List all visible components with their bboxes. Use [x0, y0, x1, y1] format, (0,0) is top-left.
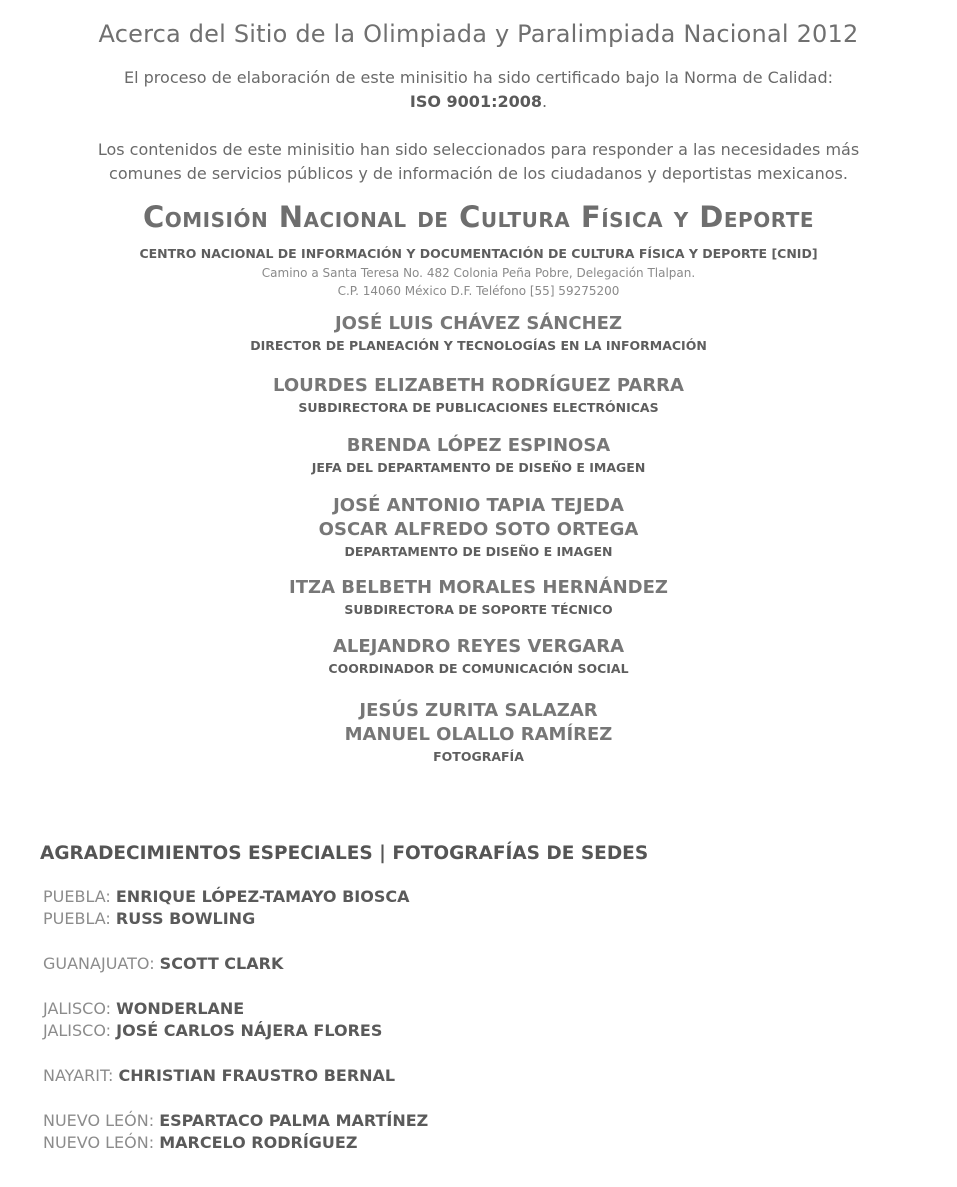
- address: [0, 264, 957, 300]
- credit-role: COORDINADOR DE COMUNICACIÓN SOCIAL: [328, 661, 629, 676]
- person-name: RUSS BOWLING: [115, 909, 256, 928]
- state-label: JALISCO:: [43, 1021, 112, 1040]
- person-name: MARCELO RODRÍGUEZ: [159, 1133, 358, 1152]
- credit-role: FOTOGRAFÍA: [433, 749, 524, 764]
- credit-block: [0, 635, 957, 679]
- credit-role: SUBDIRECTORA DE SOPORTE TÉCNICO: [344, 602, 613, 617]
- credit-name: MANUEL OLALLO RAMÍREZ: [344, 724, 613, 745]
- contents-line-2: comunes de servicios públicos y de información de los ciudadanos y deportistas mexicanos.: [109, 164, 848, 183]
- credit-name: ITZA BELBETH MORALES HERNÁNDEZ: [289, 577, 668, 598]
- person-name: JOSÉ CARLOS NÁJERA FLORES: [116, 1021, 383, 1040]
- credit-block: [0, 576, 957, 620]
- page-title: Acerca del Sitio de la Olimpiada y Paralimpiada Nacional 2012: [98, 20, 859, 48]
- person-name: SCOTT CLARK: [159, 954, 284, 973]
- state-label: GUANAJUATO:: [43, 954, 155, 973]
- state-label: PUEBLA:: [43, 887, 111, 906]
- contents-text: [0, 138, 957, 186]
- thanks-heading: AGRADECIMIENTOS ESPECIALES | FOTOGRAFÍAS DE SEDES: [40, 843, 649, 864]
- credit-block: [0, 699, 957, 767]
- credit-block: [0, 494, 957, 562]
- person-name: ENRIQUE LÓPEZ-TAMAYO BIOSCA: [115, 887, 410, 906]
- organization-name: Comisión Nacional de Cultura Física y Deporte: [142, 200, 815, 234]
- state-label: NUEVO LEÓN:: [43, 1111, 155, 1130]
- thanks-entry: [43, 1132, 357, 1154]
- credit-name: LOURDES ELIZABETH RODRÍGUEZ PARRA: [273, 375, 684, 396]
- person-name: ESPARTACO PALMA MARTÍNEZ: [159, 1111, 429, 1130]
- address-line-1: Camino a Santa Teresa No. 482 Colonia Peña Pobre, Delegación Tlalpan.: [261, 266, 696, 280]
- credit-role: DEPARTAMENTO DE DISEÑO E IMAGEN: [344, 544, 613, 559]
- center-name: CENTRO NACIONAL DE INFORMACIÓN Y DOCUMENTACIÓN DE CULTURA FÍSICA Y DEPORTE [CNID]: [139, 246, 818, 261]
- iso-standard: ISO 9001:2008: [409, 92, 542, 111]
- credit-name: JOSÉ LUIS CHÁVEZ SÁNCHEZ: [334, 313, 622, 334]
- state-label: NUEVO LEÓN:: [43, 1133, 155, 1152]
- iso-period: .: [542, 92, 548, 111]
- credit-name: OSCAR ALFREDO SOTO ORTEGA: [318, 519, 639, 540]
- credit-block: [0, 434, 957, 478]
- person-name: CHRISTIAN FRAUSTRO BERNAL: [118, 1066, 396, 1085]
- state-label: PUEBLA:: [43, 909, 111, 928]
- credit-role: SUBDIRECTORA DE PUBLICACIONES ELECTRÓNICAS: [298, 400, 659, 415]
- person-name: WONDERLANE: [116, 999, 245, 1018]
- state-label: JALISCO:: [43, 999, 112, 1018]
- contents-line-1: Los contenidos de este minisitio han sido seleccionados para responder a las necesidades más: [97, 140, 860, 159]
- credit-block: [0, 312, 957, 356]
- iso-line: [0, 90, 957, 114]
- thanks-entry: [43, 908, 255, 930]
- thanks-entry: [43, 886, 409, 908]
- certification-text: [0, 66, 957, 114]
- thanks-entry: [43, 1065, 395, 1087]
- credit-name: JESÚS ZURITA SALAZAR: [359, 700, 598, 721]
- thanks-entry: [43, 1110, 428, 1132]
- credit-role: DIRECTOR DE PLANEACIÓN Y TECNOLOGÍAS EN LA INFORMACIÓN: [250, 338, 707, 353]
- thanks-entry: [43, 998, 244, 1020]
- address-line-2: C.P. 14060 México D.F. Teléfono [55] 59275200: [337, 284, 620, 298]
- credit-name: BRENDA LÓPEZ ESPINOSA: [346, 435, 611, 456]
- state-label: NAYARIT:: [43, 1066, 114, 1085]
- credit-block: [0, 374, 957, 418]
- credit-role: JEFA DEL DEPARTAMENTO DE DISEÑO E IMAGEN: [311, 460, 646, 475]
- thanks-entry: [43, 953, 283, 975]
- certification-line: El proceso de elaboración de este minisitio ha sido certificado bajo la Norma de Calidad:: [124, 68, 833, 87]
- thanks-entry: [43, 1020, 382, 1042]
- credit-name: ALEJANDRO REYES VERGARA: [332, 636, 625, 657]
- credit-name: JOSÉ ANTONIO TAPIA TEJEDA: [333, 495, 624, 516]
